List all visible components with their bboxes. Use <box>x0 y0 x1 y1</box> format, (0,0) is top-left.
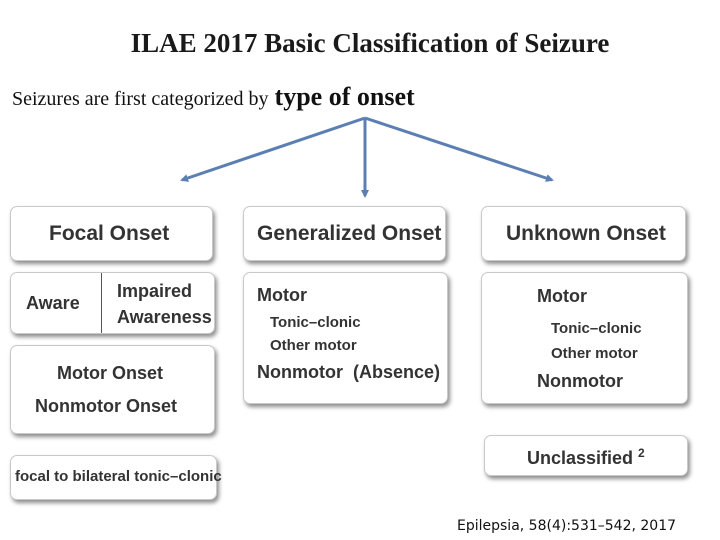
aware-label: Aware <box>26 293 80 313</box>
page-title: ILAE 2017 Basic Classification of Seizure <box>130 28 610 58</box>
unclassified-box <box>484 435 688 476</box>
unclassified-superscript: 2 <box>638 446 645 460</box>
unknown-onset-box <box>481 206 686 261</box>
focal-onset-box <box>10 206 213 261</box>
nonmotor-onset-label: Nonmotor Onset <box>35 396 177 416</box>
subtitle-lead: Seizures are first categorized by <box>12 88 269 110</box>
unknown-onset-header: Unknown Onset <box>506 221 666 245</box>
gen-motor-label: Motor <box>257 285 307 305</box>
unknown-types-box <box>481 272 688 404</box>
focal-onset-header: Focal Onset <box>49 221 170 245</box>
unclassified-label <box>527 446 645 469</box>
unk-nonmotor-label: Nonmotor <box>537 371 623 391</box>
focal-awareness-box <box>10 272 215 334</box>
awareness-divider <box>101 273 102 333</box>
focal-bilateral-box <box>10 455 222 500</box>
awareness-label: Awareness <box>117 307 212 327</box>
unk-other-motor-label: Other motor <box>551 345 638 362</box>
gen-tonic-clonic-label: Tonic–clonic <box>270 314 361 331</box>
generalized-onset-box <box>243 206 446 261</box>
subtitle-emphasis: type of onset <box>274 82 415 111</box>
focal-motor-box <box>10 345 215 434</box>
bilateral-label: focal to bilateral tonic–clonic <box>15 468 222 485</box>
unk-motor-label: Motor <box>537 286 587 306</box>
generalized-types-box <box>243 272 448 404</box>
gen-other-motor-label: Other motor <box>270 337 357 354</box>
gen-nonmotor-label: Nonmotor (Absence) <box>257 362 441 382</box>
unclassified-text: Unclassified <box>527 448 634 468</box>
generalized-onset-header: Generalized Onset <box>257 221 442 245</box>
arrow-right <box>365 118 552 180</box>
citation: Epilepsia, 58(4):531–542, 2017 <box>457 518 677 534</box>
impaired-label: Impaired <box>117 281 193 301</box>
unk-tonic-clonic-label: Tonic–clonic <box>551 320 642 337</box>
arrow-left <box>182 118 365 180</box>
motor-onset-label: Motor Onset <box>57 363 163 383</box>
